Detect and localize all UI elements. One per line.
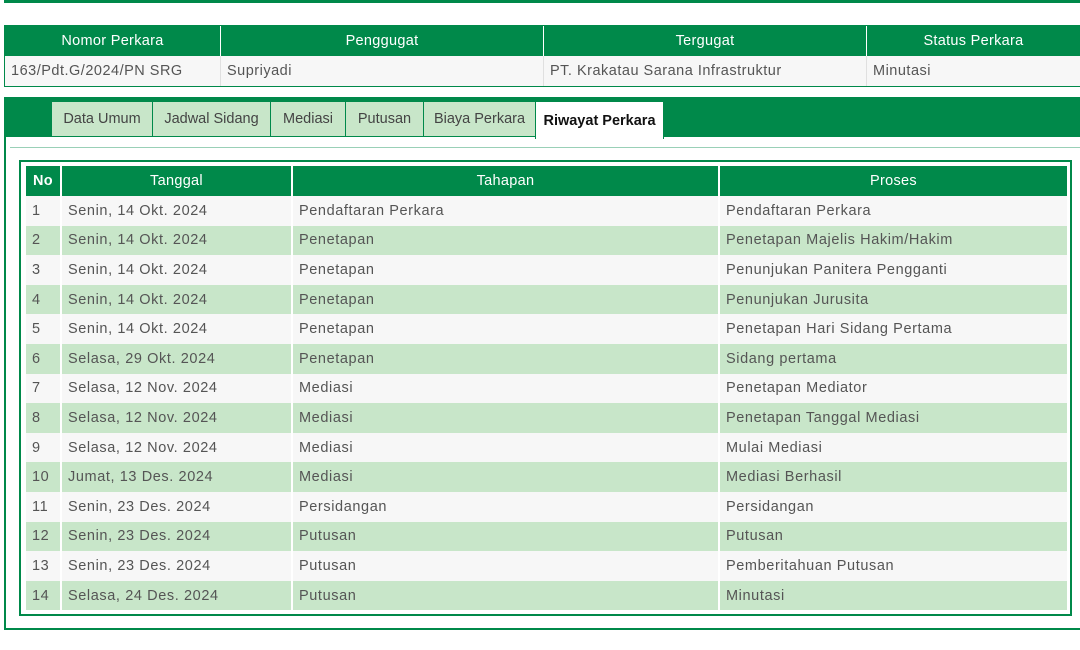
row-no: 4 bbox=[26, 285, 62, 315]
row-tanggal: Senin, 14 Okt. 2024 bbox=[62, 196, 293, 226]
row-proses: Penetapan Majelis Hakim/Hakim bbox=[726, 232, 953, 249]
row-no: 8 bbox=[26, 403, 62, 433]
tab-jadwal-sidang[interactable]: Jadwal Sidang bbox=[152, 101, 271, 137]
row-no: 14 bbox=[26, 581, 62, 611]
row-proses: Persidangan bbox=[726, 498, 815, 515]
row-tahapan: Penetapan bbox=[293, 344, 720, 374]
table-row bbox=[26, 226, 1067, 256]
row-proses: Mulai Mediasi bbox=[726, 439, 823, 456]
case-summary-header bbox=[5, 26, 1080, 56]
row-proses: Sidang pertama bbox=[726, 350, 837, 367]
history-body bbox=[26, 196, 1067, 610]
col-penggugat: Penggugat bbox=[221, 26, 544, 56]
tab-mediasi[interactable]: Mediasi bbox=[270, 101, 346, 137]
table-row bbox=[26, 344, 1067, 374]
row-tanggal: Senin, 23 Des. 2024 bbox=[62, 551, 293, 581]
row-tanggal: Senin, 14 Okt. 2024 bbox=[62, 226, 293, 256]
row-tahapan: Mediasi bbox=[293, 374, 720, 404]
row-tahapan: Mediasi bbox=[293, 403, 720, 433]
table-row bbox=[26, 255, 1067, 285]
tab-putusan[interactable]: Putusan bbox=[345, 101, 424, 137]
table-row bbox=[26, 581, 1067, 611]
table-row bbox=[26, 374, 1067, 404]
col-status-perkara: Status Perkara bbox=[867, 26, 1080, 56]
row-tahapan: Pendaftaran Perkara bbox=[293, 196, 720, 226]
table-row bbox=[26, 196, 1067, 226]
row-tanggal: Senin, 23 Des. 2024 bbox=[62, 522, 293, 552]
history-table bbox=[26, 166, 1067, 610]
row-no: 3 bbox=[26, 255, 62, 285]
row-no: 1 bbox=[26, 196, 62, 226]
row-no: 13 bbox=[26, 551, 62, 581]
tab-bar bbox=[6, 99, 1080, 137]
row-tanggal: Selasa, 12 Nov. 2024 bbox=[62, 433, 293, 463]
col-no: No bbox=[26, 166, 62, 196]
table-row bbox=[26, 462, 1067, 492]
col-tergugat: Tergugat bbox=[544, 26, 867, 56]
row-tanggal: Senin, 23 Des. 2024 bbox=[62, 492, 293, 522]
col-nomor-perkara: Nomor Perkara bbox=[5, 26, 221, 56]
case-detail-panel bbox=[4, 97, 1080, 630]
tab-riwayat-perkara[interactable]: Riwayat Perkara bbox=[535, 101, 664, 139]
case-summary-table bbox=[4, 25, 1080, 87]
row-tanggal: Senin, 14 Okt. 2024 bbox=[62, 255, 293, 285]
row-proses: Minutasi bbox=[726, 587, 785, 604]
row-proses: Penetapan Mediator bbox=[726, 380, 868, 397]
row-no: 9 bbox=[26, 433, 62, 463]
row-tanggal: Senin, 14 Okt. 2024 bbox=[62, 314, 293, 344]
col-tahapan: Tahapan bbox=[293, 166, 720, 196]
row-proses: Mediasi Berhasil bbox=[726, 469, 842, 486]
row-tahapan: Penetapan bbox=[293, 314, 720, 344]
top-accent-bar bbox=[4, 0, 1080, 3]
row-tanggal: Jumat, 13 Des. 2024 bbox=[62, 462, 293, 492]
row-tahapan: Persidangan bbox=[293, 492, 720, 522]
history-table-frame bbox=[19, 160, 1072, 616]
row-proses: Penetapan Hari Sidang Pertama bbox=[726, 321, 953, 338]
row-tahapan: Putusan bbox=[293, 551, 720, 581]
tab-biaya-perkara[interactable]: Biaya Perkara bbox=[423, 101, 536, 137]
history-header bbox=[26, 166, 1067, 196]
row-proses: Pendaftaran Perkara bbox=[726, 202, 872, 219]
table-row bbox=[26, 403, 1067, 433]
row-tahapan: Mediasi bbox=[293, 433, 720, 463]
row-tanggal: Senin, 14 Okt. 2024 bbox=[62, 285, 293, 315]
row-no: 10 bbox=[26, 462, 62, 492]
row-no: 2 bbox=[26, 226, 62, 256]
tab-content-divider bbox=[10, 147, 1080, 148]
row-tanggal: Selasa, 12 Nov. 2024 bbox=[62, 403, 293, 433]
row-tahapan: Penetapan bbox=[293, 285, 720, 315]
case-status: Minutasi bbox=[867, 56, 1080, 86]
row-tahapan: Penetapan bbox=[293, 255, 720, 285]
row-no: 11 bbox=[26, 492, 62, 522]
table-row bbox=[26, 492, 1067, 522]
row-no: 5 bbox=[26, 314, 62, 344]
row-proses: Pemberitahuan Putusan bbox=[726, 557, 895, 574]
row-no: 7 bbox=[26, 374, 62, 404]
row-tanggal: Selasa, 12 Nov. 2024 bbox=[62, 374, 293, 404]
row-tanggal: Selasa, 24 Des. 2024 bbox=[62, 581, 293, 611]
table-row bbox=[26, 433, 1067, 463]
row-proses: Penunjukan Jurusita bbox=[726, 291, 869, 308]
row-tahapan: Mediasi bbox=[293, 462, 720, 492]
tab-data-umum[interactable]: Data Umum bbox=[51, 101, 153, 137]
col-proses: Proses bbox=[870, 173, 917, 189]
table-row bbox=[26, 522, 1067, 552]
row-tahapan: Penetapan bbox=[293, 226, 720, 256]
defendant-name: PT. Krakatau Sarana Infrastruktur bbox=[544, 56, 867, 86]
row-tanggal: Selasa, 29 Okt. 2024 bbox=[62, 344, 293, 374]
plaintiff-name: Supriyadi bbox=[221, 56, 544, 86]
table-row bbox=[26, 314, 1067, 344]
row-proses: Putusan bbox=[726, 528, 784, 545]
row-no: 12 bbox=[26, 522, 62, 552]
case-number: 163/Pdt.G/2024/PN SRG bbox=[5, 56, 221, 86]
col-tanggal: Tanggal bbox=[62, 166, 293, 196]
table-row bbox=[26, 285, 1067, 315]
row-tahapan: Putusan bbox=[293, 581, 720, 611]
case-summary-row bbox=[5, 56, 1080, 86]
row-proses: Penunjukan Panitera Pengganti bbox=[726, 261, 948, 278]
table-row bbox=[26, 551, 1067, 581]
row-no: 6 bbox=[26, 344, 62, 374]
row-proses: Penetapan Tanggal Mediasi bbox=[726, 409, 920, 426]
row-tahapan: Putusan bbox=[293, 522, 720, 552]
